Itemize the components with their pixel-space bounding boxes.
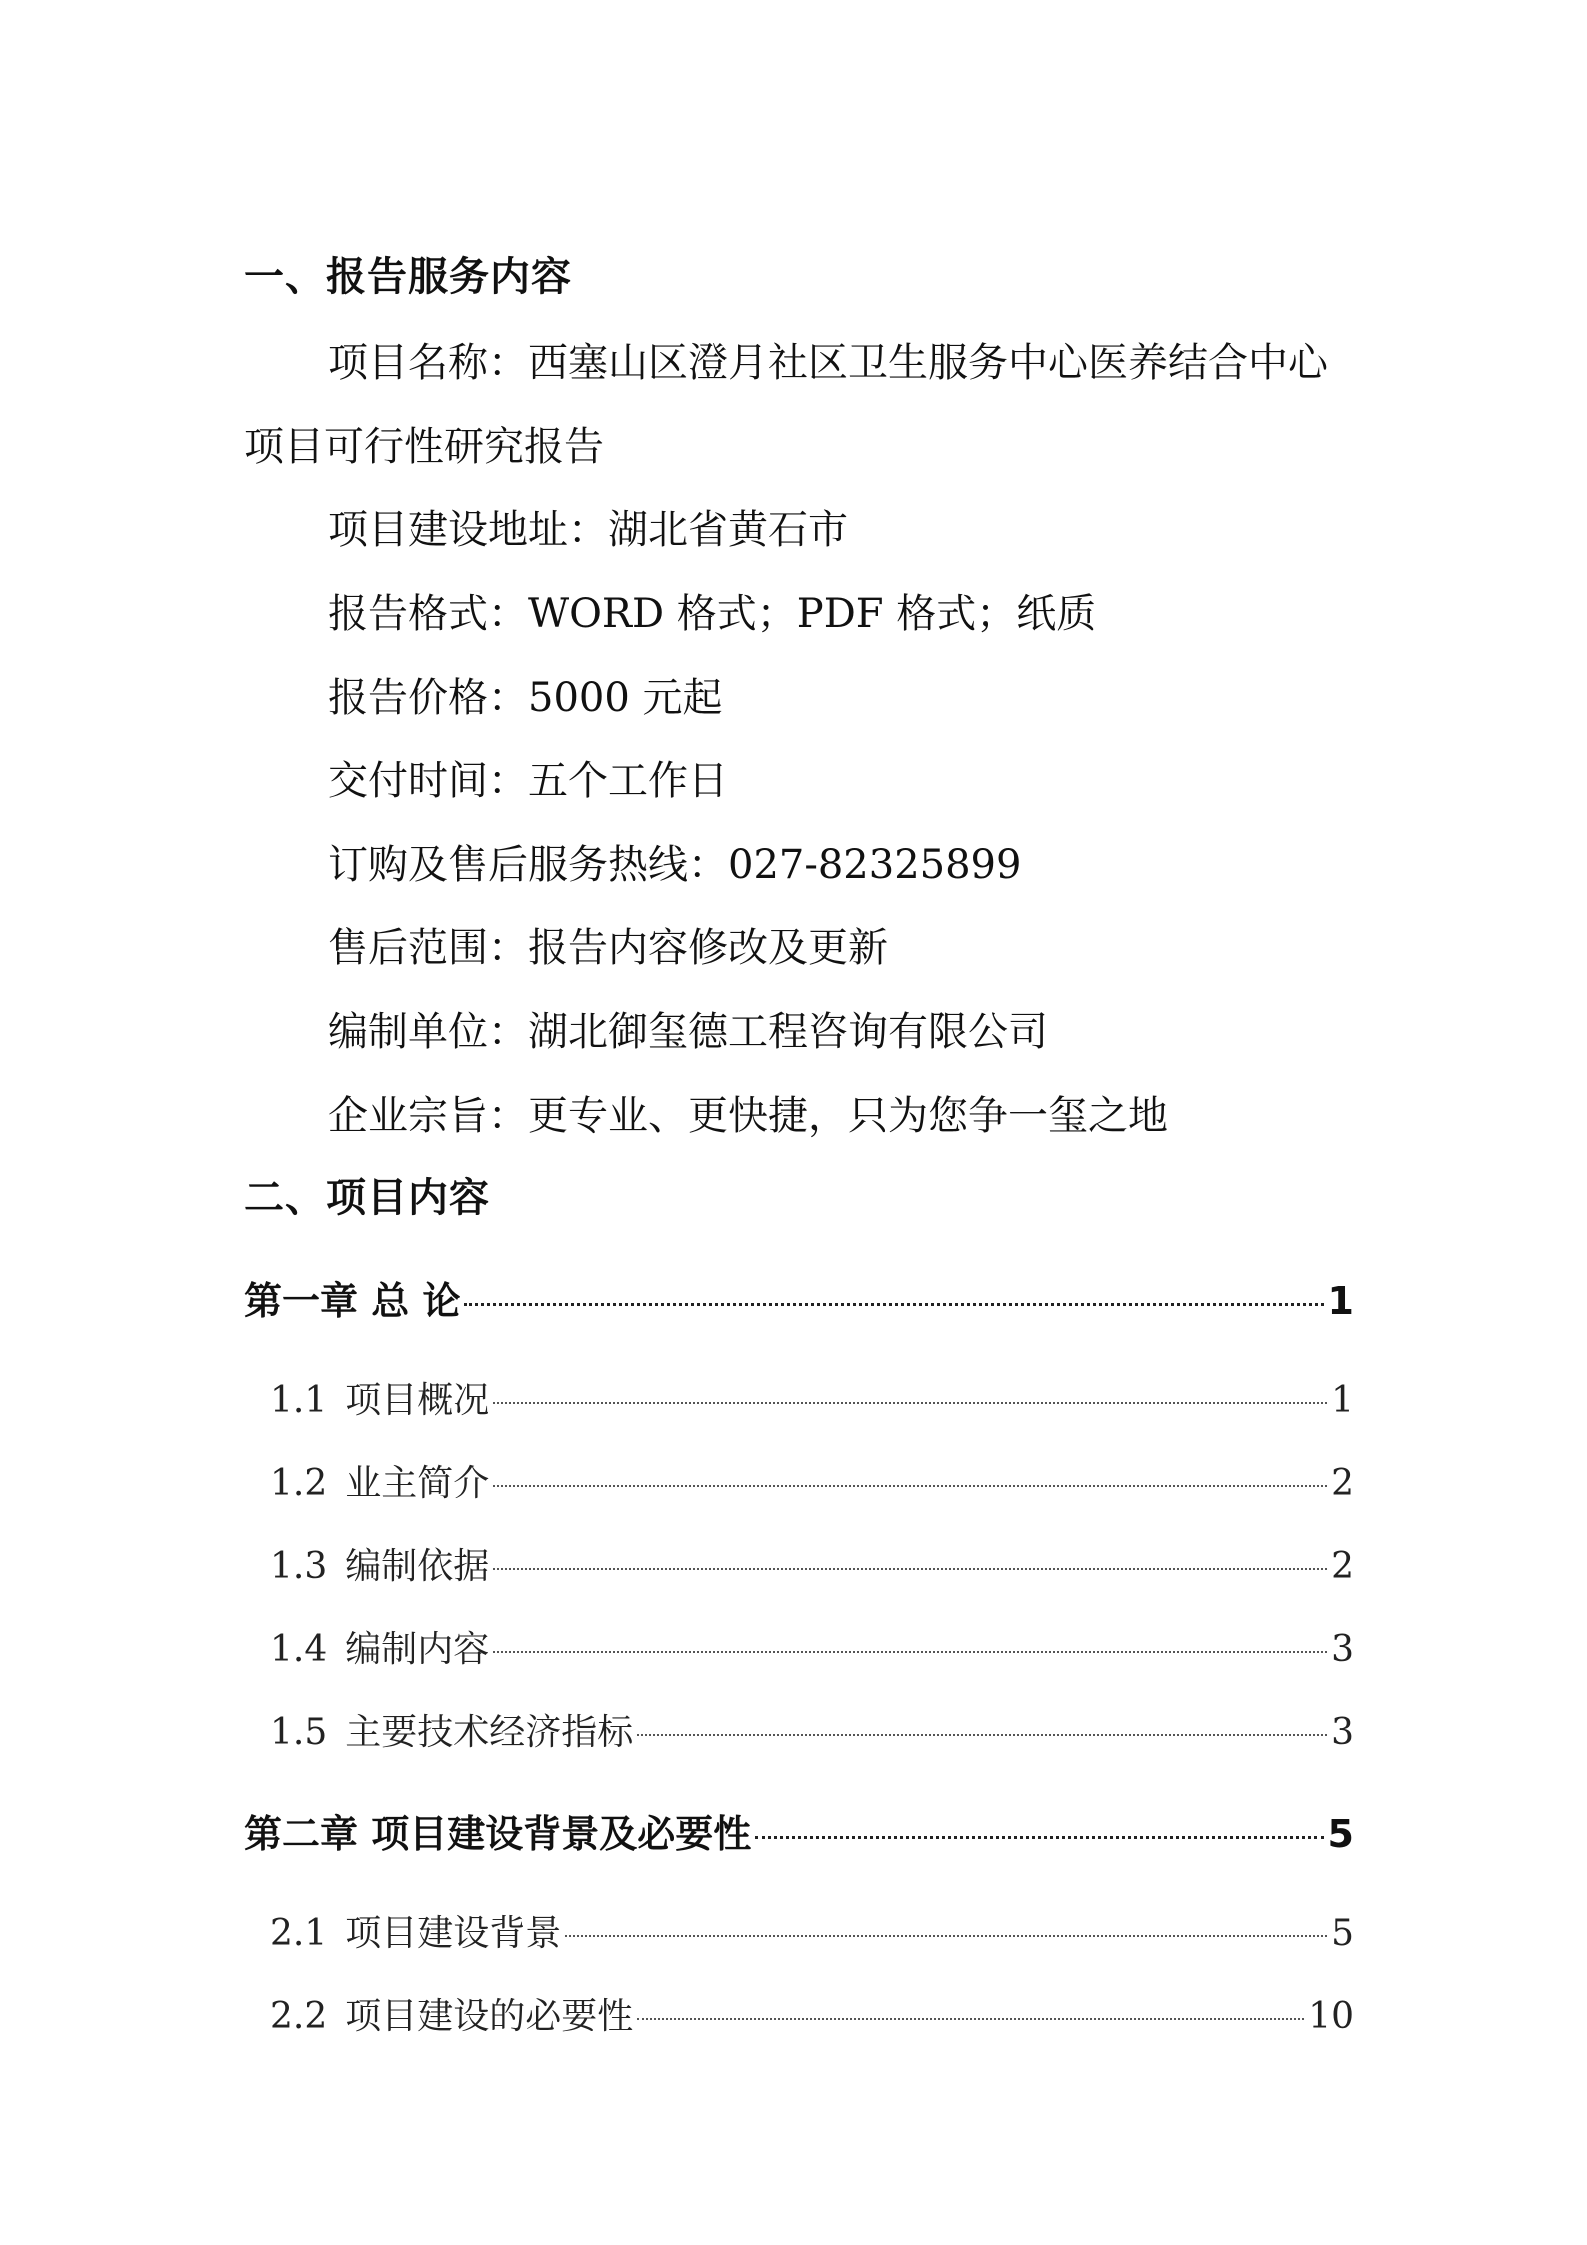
toc-section-title: 编制内容 xyxy=(345,1629,490,1670)
toc-section-page: 2 xyxy=(1331,1463,1354,1504)
toc-section-number: 1.5 xyxy=(270,1712,328,1753)
toc-section-title: 编制依据 xyxy=(345,1546,490,1587)
toc-leader-dots xyxy=(755,1836,1323,1839)
toc-section-page: 10 xyxy=(1308,1996,1354,2037)
section-heading-report-service: 一、报告服务内容 xyxy=(244,254,572,300)
project-name-text: 项目名称：西塞山区澄月社区卫生服务中心医养结合中心项目可行性研究报告 xyxy=(244,340,1328,470)
project-name-paragraph xyxy=(244,321,1359,489)
toc-section-title: 主要技术经济指标 xyxy=(345,1712,634,1753)
toc-section-number: 1.3 xyxy=(270,1546,328,1587)
toc-leader-dots xyxy=(493,1568,1327,1570)
toc-chapter-2-title: 第二章 项目建设背景及必要性 xyxy=(244,1812,752,1856)
toc-leader-dots xyxy=(637,2018,1304,2020)
report-format: 报告格式：WORD 格式；PDF 格式；纸质 xyxy=(328,591,1097,637)
toc-section-number: 2.2 xyxy=(270,1996,328,2037)
toc-chapter-2-page: 5 xyxy=(1327,1812,1354,1856)
toc-chapter-1[interactable] xyxy=(244,1273,1354,1329)
toc-chapter-1-title: 第一章 总 论 xyxy=(244,1279,461,1323)
toc-leader-dots xyxy=(493,1402,1327,1404)
section-heading-project-content: 二、项目内容 xyxy=(244,1175,490,1221)
toc-section-number: 2.1 xyxy=(270,1913,328,1954)
toc-chapter-1-page: 1 xyxy=(1327,1279,1354,1323)
toc-leader-dots xyxy=(637,1734,1327,1736)
toc-section-number: 1.1 xyxy=(270,1380,328,1421)
toc-section-1-4[interactable] xyxy=(270,1622,1354,1678)
toc-section-number: 1.4 xyxy=(270,1629,328,1670)
report-price: 报告价格：5000 元起 xyxy=(328,675,723,721)
toc-section-2-1[interactable] xyxy=(270,1906,1354,1962)
toc-section-title: 项目概况 xyxy=(345,1380,490,1421)
after-sales-scope: 售后范围：报告内容修改及更新 xyxy=(328,925,888,971)
toc-section-number: 1.2 xyxy=(270,1463,328,1504)
compiler-unit: 编制单位：湖北御玺德工程咨询有限公司 xyxy=(328,1009,1048,1055)
toc-section-page: 3 xyxy=(1331,1712,1354,1753)
toc-section-title: 项目建设背景 xyxy=(345,1913,562,1954)
toc-section-1-3[interactable] xyxy=(270,1539,1354,1595)
toc-leader-dots xyxy=(493,1485,1327,1487)
toc-section-page: 3 xyxy=(1331,1629,1354,1670)
project-address: 项目建设地址：湖北省黄石市 xyxy=(328,507,848,553)
toc-section-page: 5 xyxy=(1331,1913,1354,1954)
toc-leader-dots xyxy=(493,1651,1327,1653)
toc-section-2-2[interactable] xyxy=(270,1989,1354,2045)
toc-section-1-2[interactable] xyxy=(270,1456,1354,1512)
service-hotline: 订购及售后服务热线：027-82325899 xyxy=(328,842,1022,888)
toc-section-title: 业主简介 xyxy=(345,1463,490,1504)
toc-section-title: 项目建设的必要性 xyxy=(345,1996,634,2037)
toc-leader-dots xyxy=(565,1935,1327,1937)
toc-section-1-1[interactable] xyxy=(270,1373,1354,1429)
delivery-time: 交付时间：五个工作日 xyxy=(328,758,728,804)
toc-section-page: 2 xyxy=(1331,1546,1354,1587)
toc-chapter-2[interactable] xyxy=(244,1806,1354,1862)
toc-leader-dots xyxy=(464,1303,1323,1306)
toc-section-page: 1 xyxy=(1331,1380,1354,1421)
company-motto: 企业宗旨：更专业、更快捷，只为您争一玺之地 xyxy=(328,1093,1168,1139)
toc-section-1-5[interactable] xyxy=(270,1705,1354,1761)
